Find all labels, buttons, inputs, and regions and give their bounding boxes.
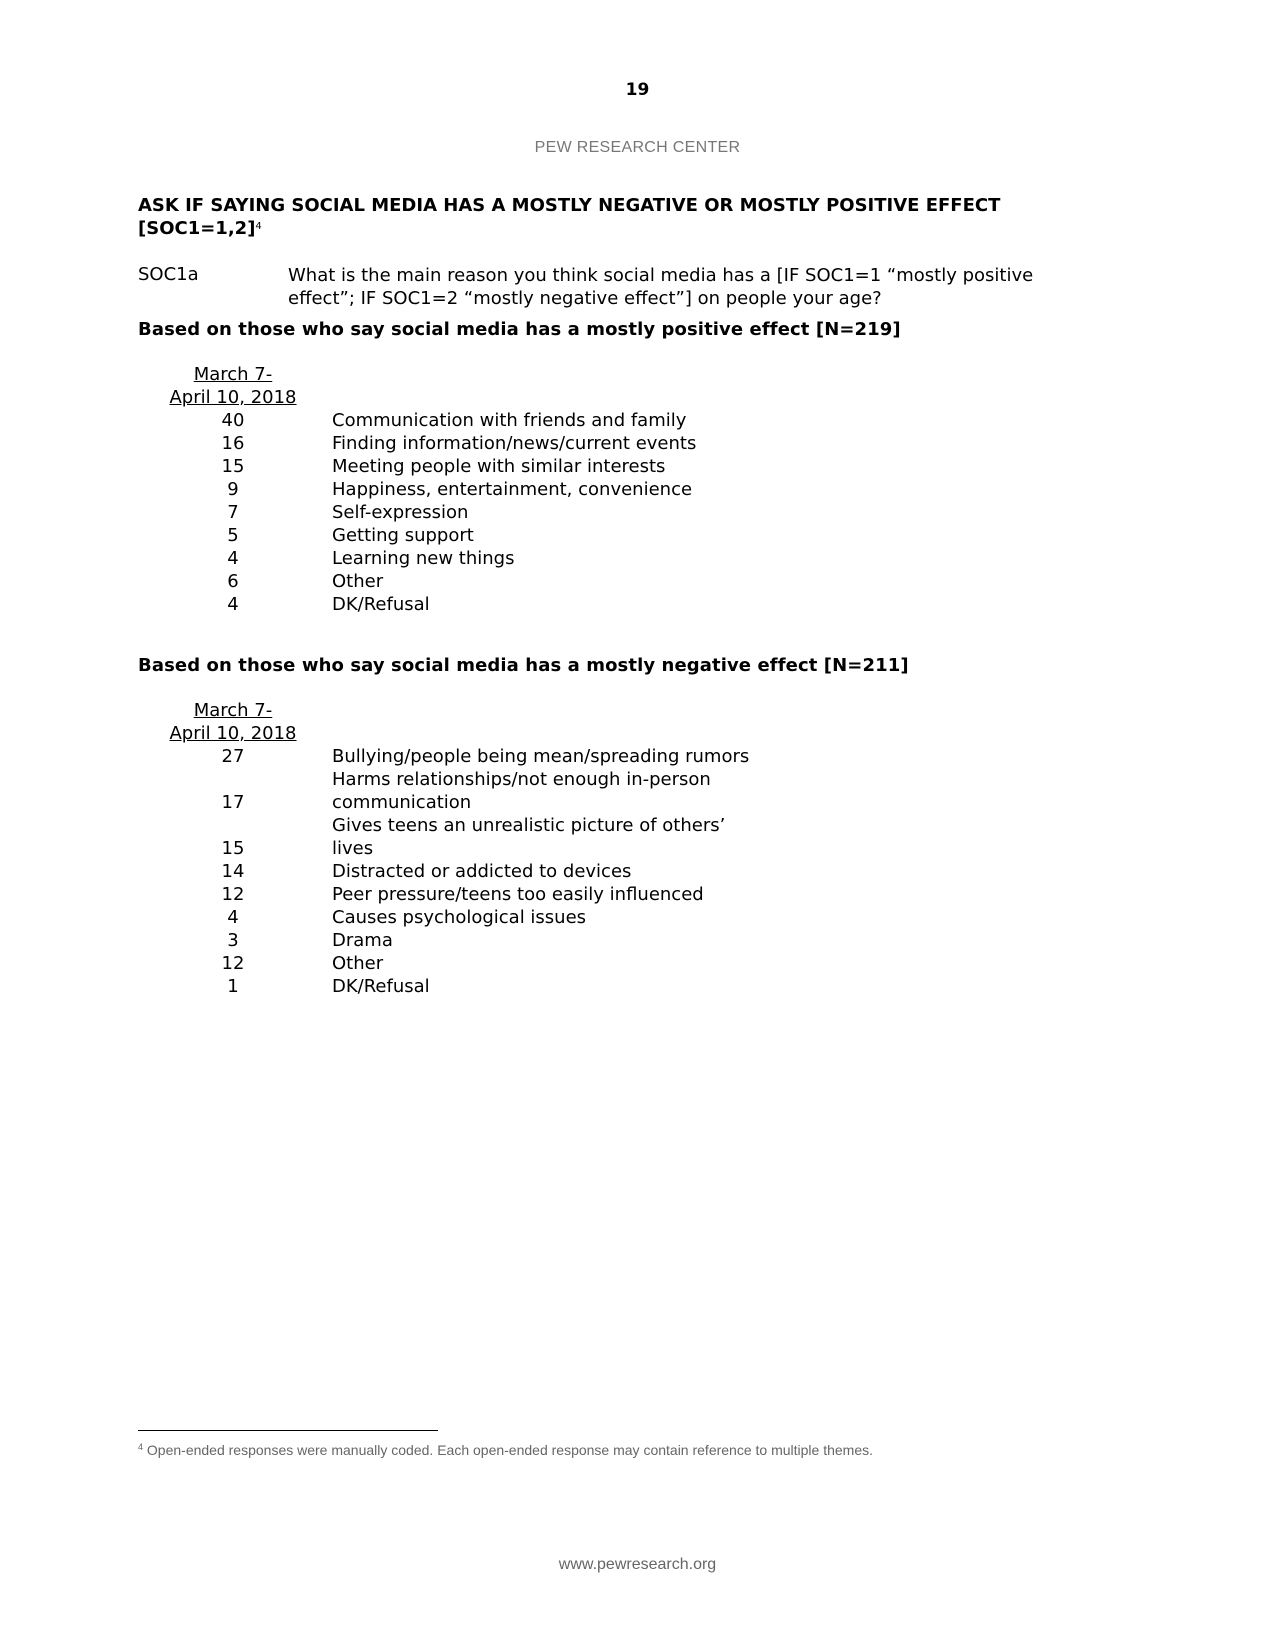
table-row	[138, 570, 938, 593]
table-row	[138, 547, 938, 570]
row-label: Other	[332, 571, 384, 592]
footnote-ref: 4	[255, 221, 262, 232]
row-label: Gives teens an unrealistic picture of others’ lives	[332, 815, 726, 859]
row-label: Happiness, entertainment, convenience	[332, 479, 693, 500]
negative-table	[138, 699, 938, 998]
table-row	[138, 768, 938, 814]
table-row	[138, 975, 938, 998]
row-value: 9	[227, 479, 239, 500]
negative-base-heading: Based on those who say social media has a mostly negative effect [N=211]	[138, 655, 909, 676]
table-row	[138, 883, 938, 906]
row-label: Causes psychological issues	[332, 907, 587, 928]
row-label: Finding information/news/current events	[332, 433, 697, 454]
row-value: 15	[221, 456, 245, 477]
row-label: DK/Refusal	[332, 594, 430, 615]
row-value: 3	[227, 930, 239, 951]
table-row	[138, 745, 938, 768]
table-row	[138, 455, 938, 478]
row-label: Meeting people with similar interests	[332, 456, 666, 477]
row-value: 12	[221, 953, 245, 974]
row-label: DK/Refusal	[332, 976, 430, 997]
positive-base-heading: Based on those who say social media has a mostly positive effect [N=219]	[138, 319, 901, 340]
row-value: 1	[227, 976, 239, 997]
org-header: PEW RESEARCH CENTER	[534, 139, 741, 156]
positive-table	[138, 363, 938, 616]
page-number: 19	[625, 80, 650, 100]
row-value: 7	[227, 502, 239, 523]
row-value: 15	[221, 838, 245, 859]
row-value: 27	[221, 746, 245, 767]
footnote-marker: 4	[138, 1442, 144, 1452]
row-label: Distracted or addicted to devices	[332, 861, 632, 882]
table-row	[138, 501, 938, 524]
ask-heading-text: ASK IF SAYING SOCIAL MEDIA HAS A MOSTLY NEGATIVE OR MOSTLY POSITIVE EFFECT [SOC1=1,2]	[138, 195, 1001, 239]
table-row	[138, 906, 938, 929]
question-code: SOC1a	[138, 264, 199, 285]
positive-column-header	[138, 363, 328, 409]
row-value: 4	[227, 594, 239, 615]
table-row	[138, 860, 938, 883]
row-label: Self-expression	[332, 502, 469, 523]
row-value: 12	[221, 884, 245, 905]
table-row	[138, 814, 938, 860]
footnote-divider	[138, 1430, 438, 1431]
row-label: Getting support	[332, 525, 474, 546]
row-value: 6	[227, 571, 239, 592]
question-text: What is the main reason you think social media has a [IF SOC1=1 “mostly positive effect”; IF SOC1=2 “mostly negative effect”] on people your age?	[288, 265, 1034, 309]
row-value: 4	[227, 907, 239, 928]
table-row	[138, 929, 938, 952]
positive-column-header-line2: April 10, 2018	[169, 387, 297, 408]
table-row	[138, 432, 938, 455]
negative-column-header-line1: March 7-	[193, 700, 273, 721]
table-row	[138, 409, 938, 432]
positive-column-header-line1: March 7-	[193, 364, 273, 385]
row-label: Communication with friends and family	[332, 410, 687, 431]
site-url: www.pewresearch.org	[558, 1556, 717, 1573]
row-value: 40	[221, 410, 245, 431]
table-row	[138, 952, 938, 975]
table-row	[138, 478, 938, 501]
row-value: 4	[227, 548, 239, 569]
table-row	[138, 593, 938, 616]
row-value: 5	[227, 525, 239, 546]
table-row	[138, 524, 938, 547]
negative-column-header	[138, 699, 328, 745]
row-label: Harms relationships/not enough in-person communication	[332, 769, 711, 813]
footnote-text: Open-ended responses were manually coded. Each open-ended response may contain reference to multiple themes.	[146, 1442, 874, 1458]
row-value: 16	[221, 433, 245, 454]
negative-column-header-line2: April 10, 2018	[169, 723, 297, 744]
row-label: Peer pressure/teens too easily influenced	[332, 884, 704, 905]
footnote	[138, 1442, 1138, 1458]
row-label: Other	[332, 953, 384, 974]
ask-heading	[138, 194, 1098, 240]
row-value: 17	[221, 792, 245, 813]
row-label: Drama	[332, 930, 393, 951]
row-label: Bullying/people being mean/spreading rumors	[332, 746, 750, 767]
row-value: 14	[221, 861, 245, 882]
row-label: Learning new things	[332, 548, 515, 569]
